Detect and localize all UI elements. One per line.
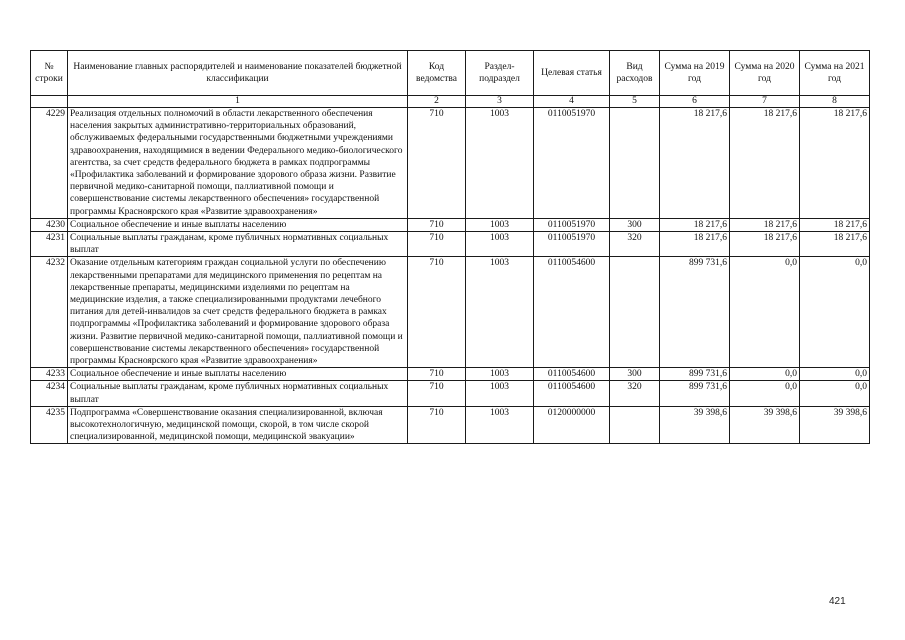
- sum-2021: 0,0: [800, 381, 870, 406]
- column-number: 7: [730, 96, 800, 108]
- row-name: Социальное обеспечение и иные выплаты населению: [68, 368, 408, 381]
- section-code: 1003: [466, 257, 534, 368]
- sum-2021: 18 217,6: [800, 218, 870, 231]
- section-code: 1003: [466, 218, 534, 231]
- header-cell-row-number: № строки: [31, 51, 68, 96]
- header-cell-section: Раздел-подраздел: [466, 51, 534, 96]
- expense-type: 320: [610, 381, 660, 406]
- row-number: 4230: [31, 218, 68, 231]
- sum-2021: 18 217,6: [800, 232, 870, 257]
- sum-2020: 18 217,6: [730, 218, 800, 231]
- column-number: 8: [800, 96, 870, 108]
- table-row: [31, 108, 870, 219]
- section-code: 1003: [466, 368, 534, 381]
- target-article: 0110054600: [534, 368, 610, 381]
- header-cell-expense-type: Вид расходов: [610, 51, 660, 96]
- column-number: 3: [466, 96, 534, 108]
- sum-2019: 899 731,6: [660, 381, 730, 406]
- table-row: [31, 257, 870, 368]
- column-number: 1: [68, 96, 408, 108]
- row-number: 4229: [31, 108, 68, 219]
- dept-code: 710: [408, 406, 466, 444]
- dept-code: 710: [408, 368, 466, 381]
- expense-type: 300: [610, 368, 660, 381]
- expense-type: [610, 108, 660, 219]
- sum-2020: 18 217,6: [730, 108, 800, 219]
- header-cell-dept-code: Код ведомства: [408, 51, 466, 96]
- column-number: 2: [408, 96, 466, 108]
- row-number: 4233: [31, 368, 68, 381]
- section-code: 1003: [466, 108, 534, 219]
- row-number: 4234: [31, 381, 68, 406]
- expense-type: 320: [610, 232, 660, 257]
- row-number: 4232: [31, 257, 68, 368]
- table-row: [31, 232, 870, 257]
- sum-2021: 0,0: [800, 257, 870, 368]
- row-name: Подпрограмма «Совершенствование оказания специализированной, включая высокотехнологичную, медицинской помощи, скорой, в том числе скорой специализированной, медицинской помощи, медицинской эвакуации»: [68, 406, 408, 444]
- section-code: 1003: [466, 232, 534, 257]
- column-number: 4: [534, 96, 610, 108]
- budget-table: [30, 50, 870, 444]
- sum-2019: 18 217,6: [660, 218, 730, 231]
- dept-code: 710: [408, 108, 466, 219]
- sum-2019: 39 398,6: [660, 406, 730, 444]
- sum-2020: 0,0: [730, 368, 800, 381]
- sum-2020: 0,0: [730, 257, 800, 368]
- row-name: Социальные выплаты гражданам, кроме публичных нормативных социальных выплат: [68, 232, 408, 257]
- sum-2019: 18 217,6: [660, 108, 730, 219]
- row-name: Реализация отдельных полномочий в области лекарственного обеспечения населения закрытых административно-территориальных образований, обслуживаемых федеральными государственными бюджетными учреждениями здравоохранения, находящимися в ведении Федерального медико-биологического агентства, за счет средств федерального бюджета в рамках подпрограммы «Профилактика заболеваний и формирование здорового образа жизни. Развитие первичной медико-санитарной помощи, паллиативной помощи и совершенствование системы лекарственного обеспечения» государственной программы Красноярского края «Развитие здравоохранения»: [68, 108, 408, 219]
- dept-code: 710: [408, 381, 466, 406]
- target-article: 0110054600: [534, 257, 610, 368]
- target-article: 0110051970: [534, 218, 610, 231]
- sum-2020: 0,0: [730, 381, 800, 406]
- dept-code: 710: [408, 218, 466, 231]
- expense-type: 300: [610, 218, 660, 231]
- header-cell-target-article: Целевая статья: [534, 51, 610, 96]
- header-row: [31, 51, 870, 96]
- column-number: 6: [660, 96, 730, 108]
- header-cell-sum-2021: Сумма на 2021 год: [800, 51, 870, 96]
- column-number: [31, 96, 68, 108]
- section-code: 1003: [466, 406, 534, 444]
- dept-code: 710: [408, 232, 466, 257]
- header-cell-sum-2019: Сумма на 2019 год: [660, 51, 730, 96]
- page-number: 421: [829, 596, 846, 607]
- sum-2021: 0,0: [800, 368, 870, 381]
- target-article: 0120000000: [534, 406, 610, 444]
- sum-2021: 39 398,6: [800, 406, 870, 444]
- expense-type: [610, 257, 660, 368]
- row-name: Социальное обеспечение и иные выплаты населению: [68, 218, 408, 231]
- row-number: 4231: [31, 232, 68, 257]
- sum-2020: 18 217,6: [730, 232, 800, 257]
- sum-2021: 18 217,6: [800, 108, 870, 219]
- table-row: [31, 218, 870, 231]
- sum-2020: 39 398,6: [730, 406, 800, 444]
- row-name: Оказание отдельным категориям граждан социальной услуги по обеспечению лекарственными препаратами для медицинского применения по рецептам на лекарственные препараты, медицинскими изделиями по рецептам на медицинские изделия, а также специализированными продуктами лечебного питания для детей-инвалидов за счет средств федерального бюджета в рамках подпрограммы «Профилактика заболеваний и формирование здорового образа жизни. Развитие первичной медико-санитарной помощи, паллиативной помощи и совершенствование системы лекарственного обеспечения» государственной программы Красноярского края «Развитие здравоохранения»: [68, 257, 408, 368]
- header-cell-sum-2020: Сумма на 2020 год: [730, 51, 800, 96]
- target-article: 0110054600: [534, 381, 610, 406]
- column-number-row: [31, 96, 870, 108]
- expense-type: [610, 406, 660, 444]
- sum-2019: 899 731,6: [660, 368, 730, 381]
- table-row: [31, 406, 870, 444]
- section-code: 1003: [466, 381, 534, 406]
- sum-2019: 18 217,6: [660, 232, 730, 257]
- sum-2019: 899 731,6: [660, 257, 730, 368]
- table-row: [31, 381, 870, 406]
- column-number: 5: [610, 96, 660, 108]
- table-row: [31, 368, 870, 381]
- dept-code: 710: [408, 257, 466, 368]
- row-number: 4235: [31, 406, 68, 444]
- header-cell-name: Наименование главных распорядителей и наименование показателей бюджетной классификации: [68, 51, 408, 96]
- row-name: Социальные выплаты гражданам, кроме публичных нормативных социальных выплат: [68, 381, 408, 406]
- target-article: 0110051970: [534, 108, 610, 219]
- target-article: 0110051970: [534, 232, 610, 257]
